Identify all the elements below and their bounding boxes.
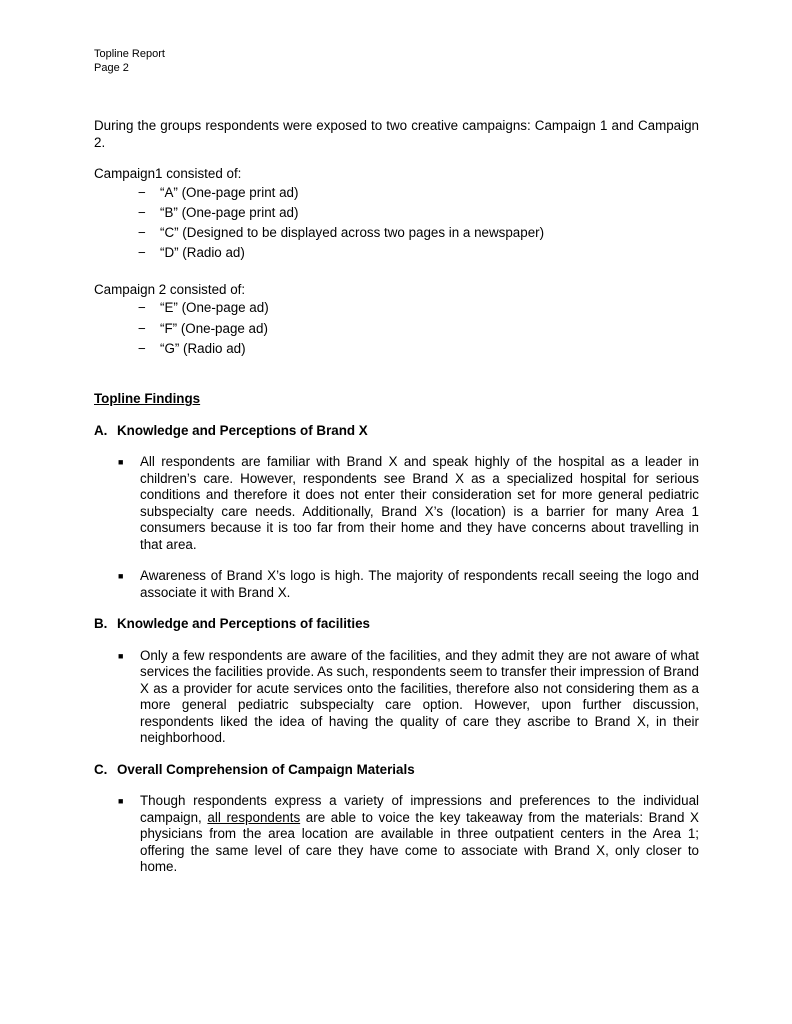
- document-body: [94, 118, 699, 891]
- section-b-bullets: [94, 648, 699, 747]
- dash-icon: −: [138, 245, 146, 261]
- list-item-text: “C” (Designed to be displayed across two pages in a newspaper): [160, 225, 545, 241]
- square-bullet-icon: ■: [118, 457, 124, 468]
- section-title: Knowledge and Perceptions of Brand X: [117, 422, 368, 438]
- section-letter: C.: [94, 761, 108, 777]
- section-title: Knowledge and Perceptions of facilities: [117, 616, 370, 632]
- dash-icon: −: [138, 320, 146, 336]
- list-item-text: “F” (One-page ad): [160, 320, 268, 336]
- list-item-text: “G” (Radio ad): [160, 340, 246, 356]
- list-item: [138, 300, 699, 317]
- campaign-2-list: [94, 300, 699, 357]
- square-bullet-icon: ■: [118, 571, 124, 582]
- section-letter: B.: [94, 616, 108, 632]
- section-a-heading: [94, 423, 699, 440]
- bullet-text: All respondents are familiar with Brand X and speak highly of the hospital as a leader in children’s care. However, respondents see Brand X as a specialized hospital for serious conditions and therefore it does not enter their consideration set for more general pediatric subspecialty care needs. Additionally, Brand X’s (location) is a barrier for many Area 1 consumers because it is too far from their home and they have concerns about travelling in that area.: [140, 454, 699, 552]
- campaign-2-title: Campaign 2 consisted of:: [94, 281, 246, 297]
- bullet-text: Awareness of Brand X’s logo is high. The majority of respondents recall seeing the logo and associate it with Brand X.: [140, 568, 699, 600]
- dash-icon: −: [138, 300, 146, 316]
- campaign-1-list: [94, 185, 699, 262]
- campaign-1-block: [94, 166, 699, 262]
- dash-icon: −: [138, 204, 146, 220]
- section-title: Overall Comprehension of Campaign Materials: [117, 761, 415, 777]
- list-item: [138, 185, 699, 202]
- bullet-item: [117, 568, 699, 601]
- bullet-item: [117, 793, 699, 876]
- list-item-text: “D” (Radio ad): [160, 245, 245, 261]
- section-a-bullets: [94, 454, 699, 601]
- bullet-item: [117, 454, 699, 553]
- bullet-item: [117, 648, 699, 747]
- list-item: [138, 321, 699, 338]
- bullet-text-after: are able to voice the key takeaway from the materials: Brand X physicians from the area location are available in three outpatient centers in the Area 1; offering the same level of care they have come to associate with Brand X, only closer to home.: [140, 809, 699, 875]
- list-item-text: “B” (One-page print ad): [160, 204, 299, 220]
- report-title: Topline Report: [94, 48, 165, 60]
- bullet-text-before: Though respondents express a variety of impressions and preferences to the individual campaign,: [140, 793, 699, 825]
- list-item: [138, 341, 699, 358]
- list-item: [138, 245, 699, 262]
- list-item: [138, 205, 699, 222]
- list-item-text: “E” (One-page ad): [160, 300, 269, 316]
- dash-icon: −: [138, 340, 146, 356]
- list-item: [138, 225, 699, 242]
- findings-title: Topline Findings: [94, 391, 201, 407]
- list-item-text: “A” (One-page print ad): [160, 184, 299, 200]
- campaign-1-title: Campaign1 consisted of:: [94, 166, 242, 181]
- section-c-heading: [94, 762, 699, 779]
- section-letter: A.: [94, 422, 108, 438]
- bullet-text: Only a few respondents are aware of the facilities, and they admit they are not aware of what services the facilities provide. As such, respondents seem to transfer their impression of Brand X as a provider for acute services onto the facilities, therefore also not considering them as a more general pediatric subspecialty care option. However, upon further discussion, respondents liked the idea of having the quality of care they ascribe to Brand X, in their neighborhood.: [140, 647, 699, 746]
- campaign-2-block: [94, 282, 699, 358]
- page-header: [94, 47, 165, 75]
- dash-icon: −: [138, 184, 146, 200]
- page-number: Page 2: [94, 62, 129, 74]
- section-b-heading: [94, 616, 699, 633]
- section-c-bullets: [94, 793, 699, 876]
- square-bullet-icon: ■: [118, 650, 124, 661]
- underlined-phrase: all respondents: [207, 809, 301, 825]
- square-bullet-icon: ■: [118, 796, 124, 807]
- intro-paragraph: During the groups respondents were exposed to two creative campaigns: Campaign 1 and Campaign 2.: [94, 118, 699, 150]
- dash-icon: −: [138, 225, 146, 241]
